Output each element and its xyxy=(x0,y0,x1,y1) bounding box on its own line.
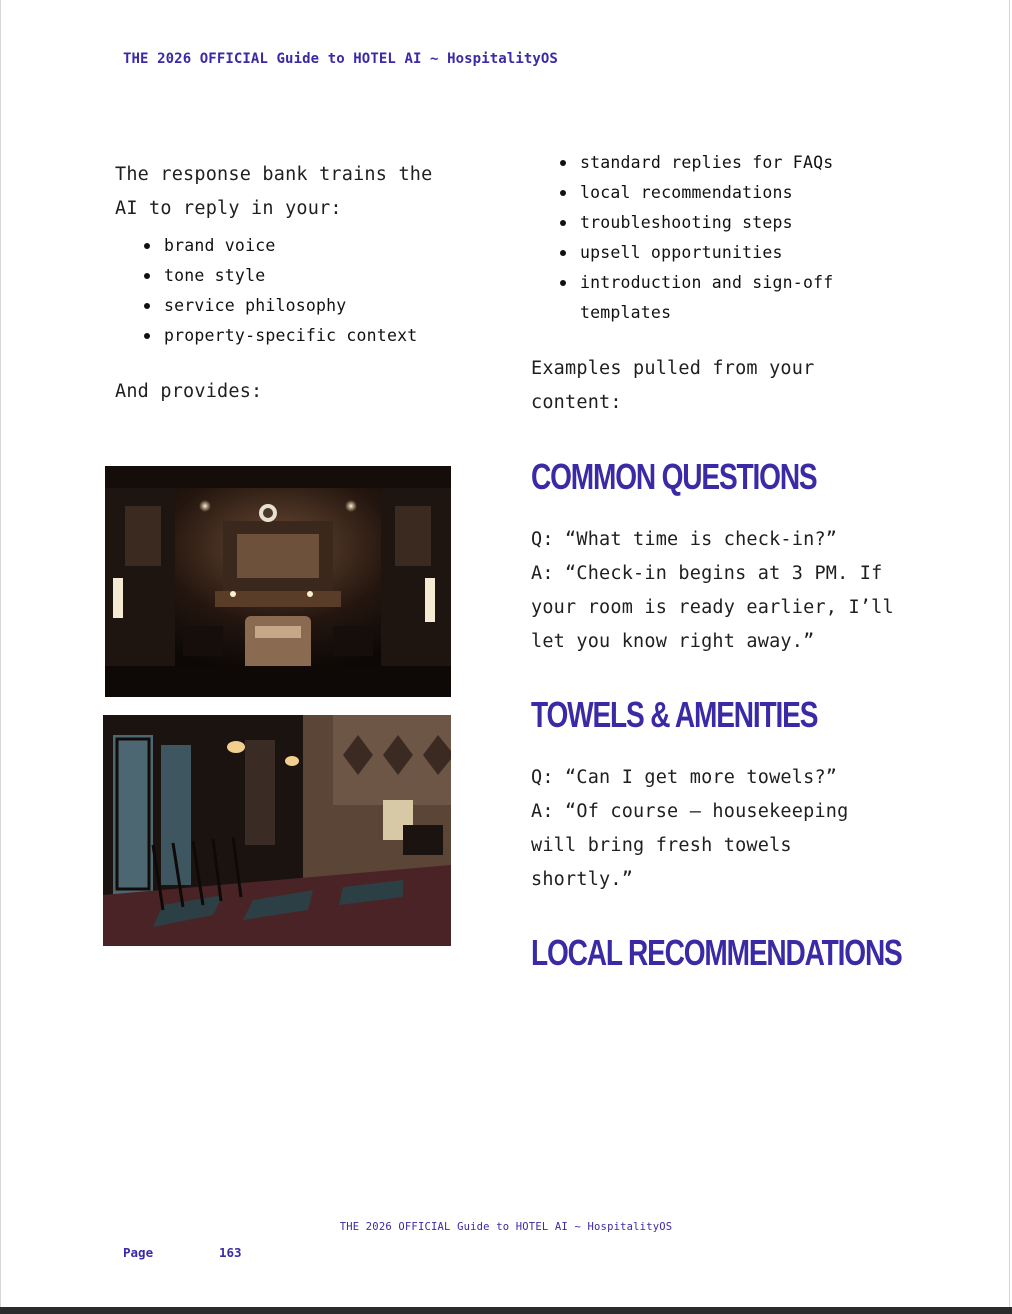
question-text: Q: “What time is check-in?” xyxy=(531,529,838,550)
provides-paragraph: And provides: xyxy=(115,381,263,402)
list-item: brand voice xyxy=(164,231,475,261)
section-heading-common-questions: COMMON QUESTIONS xyxy=(531,456,817,497)
list-item: local recommendations xyxy=(580,178,951,208)
page-label: Page xyxy=(123,1245,154,1260)
qa-block-towels xyxy=(531,761,881,897)
list-item: upsell opportunities xyxy=(580,238,951,268)
list-item: troubleshooting steps xyxy=(580,208,951,238)
page-number: 163 xyxy=(219,1245,242,1260)
answer-text: A: “Check-in begins at 3 PM. If your room is ready earlier, I’ll let you know right away.” xyxy=(531,563,894,652)
list-item: service philosophy xyxy=(164,291,475,321)
question-text: Q: “Can I get more towels?” xyxy=(531,767,838,788)
running-header: THE 2026 OFFICIAL Guide to HOTEL AI ~ HospitalityOS xyxy=(123,51,558,67)
list-item: property-specific context xyxy=(164,321,475,351)
bottom-edge-bar xyxy=(0,1307,1012,1314)
section-heading-local-recommendations: LOCAL RECOMMENDATIONS xyxy=(531,932,902,973)
left-column xyxy=(115,158,475,409)
qa-block-checkin xyxy=(531,523,901,659)
running-footer: THE 2026 OFFICIAL Guide to HOTEL AI ~ HospitalityOS xyxy=(339,1221,673,1233)
hotel-hallway-photo xyxy=(103,715,451,946)
section-heading-towels-amenities: TOWELS & AMENITIES xyxy=(531,694,818,735)
hotel-bar-photo xyxy=(105,466,451,697)
right-column xyxy=(531,148,951,973)
voice-bullet-list xyxy=(115,231,475,351)
answer-text: A: “Of course — housekeeping will bring fresh towels shortly.” xyxy=(531,801,849,890)
intro-paragraph: The response bank trains the AI to reply in your: xyxy=(115,164,433,219)
list-item: standard replies for FAQs xyxy=(580,148,951,178)
list-item: introduction and sign-off templates xyxy=(580,268,870,328)
list-item: tone style xyxy=(164,261,475,291)
examples-intro: Examples pulled from your content: xyxy=(531,358,815,413)
provides-bullet-list xyxy=(531,148,951,328)
